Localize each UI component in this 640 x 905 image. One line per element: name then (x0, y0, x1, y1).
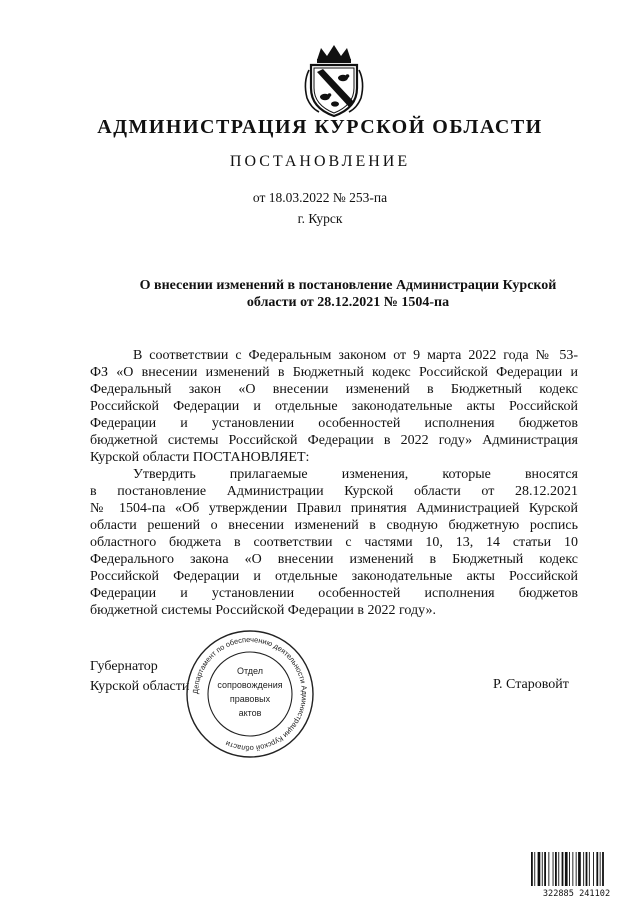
paragraph-line: № 1504-па «Об утверждении Правил принятия Администрацией Курской (90, 501, 578, 516)
subject-line-2: области от 28.12.2021 № 1504-па (246, 295, 450, 310)
paragraph-line: областного бюджета в соответствии с частями 10, 13, 14 статьи 10 (90, 535, 578, 550)
barcode-bar (596, 852, 598, 886)
barcode-bar (565, 852, 568, 886)
signatory-position-line-1: Губернатор (90, 659, 158, 674)
paragraph-line: области решений о внесении изменений в сводную бюджетную роспись (90, 518, 578, 533)
paragraph-line: Федерального закона «О внесении изменений в Бюджетный кодекс (90, 552, 578, 567)
stamp-center-line-2: сопровождения (217, 680, 283, 690)
barcode-bar (531, 852, 533, 886)
barcode-bar (544, 852, 546, 886)
organization-title: АДМИНИСТРАЦИЯ КУРСКОЙ ОБЛАСТИ (97, 116, 543, 138)
coat-of-arms-emblem (299, 42, 369, 118)
barcode-bar (583, 852, 584, 886)
barcode-bar (562, 852, 564, 886)
paragraph-resolution-basis (90, 347, 578, 466)
paragraph-line: Утвердить прилагаемые изменения, которые вносятся (133, 467, 578, 482)
barcode-bar (602, 852, 604, 886)
signatory-name: Р. Старовойт (493, 677, 569, 692)
stamp-center-line-1: Отдел (236, 666, 264, 676)
barcode-bar (534, 852, 535, 886)
barcode-bar (542, 852, 543, 886)
paragraph-line: ФЗ «О внесении изменений в Бюджетный кодекс Российской Федерации и (90, 365, 578, 380)
paragraph-line: бюджетной системы Российской Федерации в 2022 году». (90, 603, 437, 618)
barcode-bar (589, 852, 590, 886)
official-stamp (184, 628, 316, 760)
stamp-center-line-3: правовых (229, 694, 271, 704)
barcode (530, 852, 623, 898)
barcode-bar (576, 852, 577, 886)
paragraph-line: В соответствии с Федеральным законом от 9 марта 2022 года № 53- (133, 348, 578, 363)
barcode-bar (586, 852, 588, 886)
paragraph-line: Российской Федерации и отдельные законодательные акты Российской (90, 569, 578, 584)
paragraph-line: бюджетной системы Российской Федерации в 2022 году» Администрация (90, 433, 578, 448)
barcode-bar (578, 852, 581, 886)
subject-line-1: О внесении изменений в постановление Администрации Курской (139, 278, 557, 293)
paragraph-line: Российской Федерации и отдельные законодательные акты Российской (90, 399, 578, 414)
stamp-ring-text: Департамент по обеспечению деятельности Администрации Курской области (190, 634, 310, 754)
barcode-bar (538, 852, 541, 886)
paragraph-line: в постановление Администрации Курской области от 28.12.2021 (90, 484, 578, 499)
barcode-bar (593, 852, 594, 886)
document-type: ПОСТАНОВЛЕНИЕ (229, 153, 411, 170)
barcode-bar (555, 852, 557, 886)
stamp-center-line-4: актов (238, 708, 262, 718)
paragraph-line: Федерации и установлении особенностей исполнения бюджетов (90, 586, 578, 601)
signatory-position (90, 657, 189, 697)
barcode-bar (572, 852, 573, 886)
barcode-bars (531, 852, 604, 886)
paragraph-approve-changes (90, 466, 578, 619)
document-date-number: от 18.03.2022 № 253-па (252, 190, 388, 205)
document-city: г. Курск (297, 211, 343, 226)
barcode-bar (600, 852, 601, 886)
barcode-bar (558, 852, 559, 886)
barcode-bar (548, 852, 549, 886)
paragraph-line: Федеральный закон «О внесении изменений в Бюджетный кодекс (90, 382, 578, 397)
barcode-number: 322885 241102 (542, 889, 611, 898)
paragraph-line: Курской области ПОСТАНОВЛЯЕТ: (90, 450, 310, 465)
barcode-bar (553, 852, 554, 886)
barcode-bar (569, 852, 570, 886)
signatory-position-line-2: Курской области (90, 679, 190, 694)
paragraph-line: Федерации и установлении особенностей исполнения бюджетов (90, 416, 578, 431)
